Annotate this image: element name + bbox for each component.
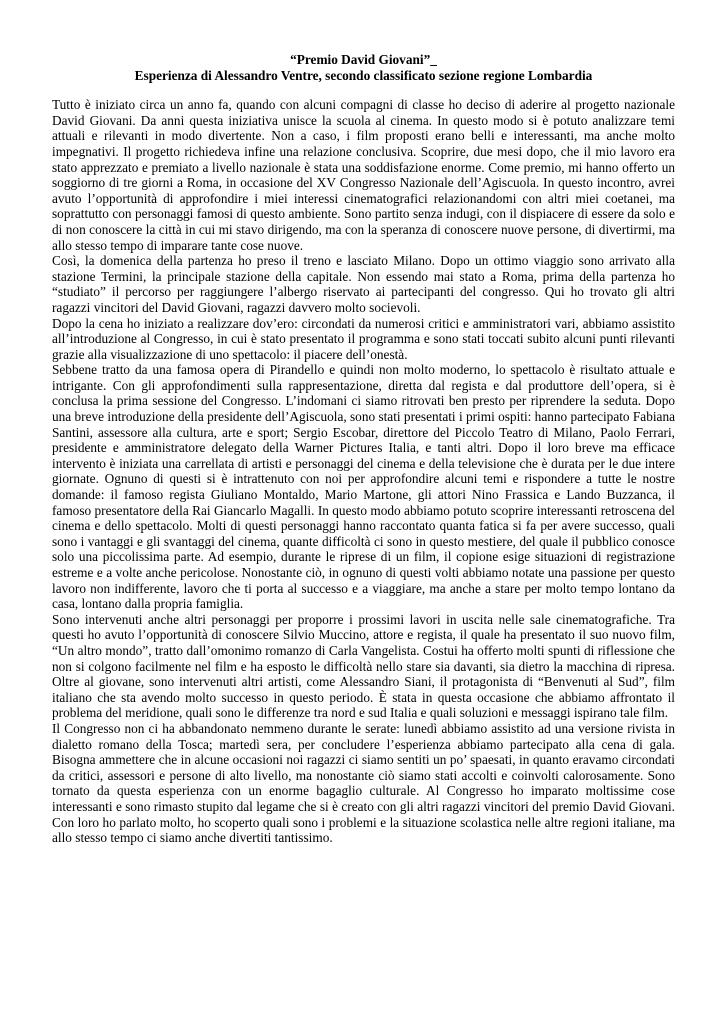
paragraph-1: Tutto è iniziato circa un anno fa, quando con alcuni compagni di classe ho deciso di aderire al progetto nazionale David Giovani. Da anni questa iniziativa unisce la scuola al cinema. In questo modo si è potuto analizzare temi attuali e rilevanti in modo divertente. Non a caso, i film proposti erano belli e interessanti, ma anche molto impegnativi. Il progetto richiedeva infine una relazione conclusiva. Scoprire, due mesi dopo, che il mio lavoro era stato apprezzato e premiato a livello nazionale è stata una soddisfazione enorme. Come premio, mi hanno offerto un soggiorno di tre giorni a Roma, in occasione del XV Congresso Nazionale dell’Agiscuola. In questo incontro, avrei avuto l’opportunità di approfondire i miei interessi cinematografici relazionandomi con altri miei coetanei, ma soprattutto con personaggi famosi di questo ambiente. Sono partito senza indugi, con il dispiacere di essere da solo e di non conoscere la città in cui mi stavo dirigendo, ma con la speranza di conoscere nuove persone, di divertirmi, ma allo stesso tempo di imparare tante cose nuove. (52, 97, 675, 253)
paragraph-3: Dopo la cena ho iniziato a realizzare dov’ero: circondati da numerosi critici e amministratori vari, abbiamo assistito all’introduzione al Congresso, in cui è stato presentato il programma e sono stati toccati subito alcuni punti rilevanti grazie alla visualizzazione di uno spettacolo: il piacere dell’onestà. (52, 315, 675, 362)
document-subtitle: Esperienza di Alessandro Ventre, secondo classificato sezione regione Lombardia (134, 67, 593, 83)
paragraph-4: Sebbene tratto da una famosa opera di Pirandello e quindi non molto moderno, lo spettacolo è risultato attuale e intrigante. Con gli approfondimenti sulla rappresentazione, diretta dal regista e dal produttore dell’opera, si è conclusa la prima sessione del Congresso. L’indomani ci siamo ritrovati ben presto per riprendere la seduta. Dopo una breve introduzione della presidente dell’Agiscuola, sono stati presentati i primi ospiti: hanno partecipato Fabiana Santini, assessore alla cultura, arte e sport; Sergio Escobar, direttore del Piccolo Teatro di Milano, Paolo Ferrari, presidente e amministratore delegato della Warner Pictures Italia, e tanti altri. Dopo il loro breve ma efficace intervento è iniziata una carrellata di artisti e personaggi del cinema e della televisione che è durata per le due intere giornate. Ognuno di questi si è intrattenuto con noi per approfondire alcuni temi e rispondere a tutte le nostre domande: il famoso regista Giuliano Montaldo, Mario Martone, gli attori Nino Frassica e Lando Buzzanca, il famoso presentatore della Rai Giancarlo Magalli. In questo modo abbiamo potuto scoprire interessanti retroscena del cinema e dello spettacolo. Molti di questi personaggi hanno raccontato quanta fatica si fa per avere successo, quali sono i vantaggi e gli svantaggi del cinema, quante difficoltà ci sono in questo mestiere, del quale il pubblico conosce solo una piccolissima parte. Ad esempio, durante le riprese di un film, il copione esige situazioni di registrazione estreme e a volte anche pericolose. Nonostante ciò, in ognuno di questi volti abbiamo notate una passione per questo lavoro non indifferente, lavoro che ti porta al successo e a viaggiare, ma anche a stare per molto tempo lontano da casa, lontano dalla propria famiglia. (52, 362, 675, 612)
document-page (52, 52, 675, 846)
document-header (52, 52, 675, 83)
paragraph-6: Il Congresso non ci ha abbandonato nemmeno durante le serate: lunedì abbiamo assistito ad una versione rivista in dialetto romano della Tosca; martedì sera, per concludere l’esperienza abbiamo partecipato alla cena di gala. Bisogna ammettere che in alcune occasioni noi ragazzi ci siamo sentiti un po’ spaesati, in quanto eravamo circondati da critici, assessori e persone di alto livello, ma nonostante ciò siamo stati accolti e coinvolti calorosamente. Sono tornato da questa esperienza con un enorme bagaglio culturale. Al Congresso ho imparato moltissime cose interessanti e sono rimasto stupito dal legame che si è creato con gli altri ragazzi vincitori del premio David Giovani. Con loro ho parlato molto, ho scoperto quali sono i problemi e la situazione scolastica nelle altre regioni italiane, ma allo stesso tempo ci siamo anche divertiti tantissimo. (52, 720, 675, 846)
paragraph-2: Così, la domenica della partenza ho preso il treno e lasciato Milano. Dopo un ottimo viaggio sono arrivato alla stazione Termini, la principale stazione della capitale. Non essendo mai stato a Roma, prima della partenza ho “studiato” il percorso per raggiungere l’albergo riservato ai partecipanti del congresso. Qui ho trovato gli altri ragazzi vincitori del David Giovani, ragazzi davvero molto socievoli. (52, 253, 675, 315)
paragraph-5: Sono intervenuti anche altri personaggi per proporre i prossimi lavori in uscita nelle sale cinematografiche. Tra questi ho avuto l’opportunità di conoscere Silvio Muccino, attore e regista, il quale ha presentato il suo nuovo film, “Un altro mondo”, tratto dall’omonimo romanzo di Carla Vangelista. Costui ha offerto molti spunti di riflessione che non si colgono facilmente nel film e ha esposto le difficoltà nello stare sia davanti, sia dietro la macchina di ripresa. Oltre al giovane, sono intervenuti altri artisti, come Alessandro Siani, il protagonista di “Benvenuti al Sud”, film italiano che sta avendo molto successo in questo periodo. È stata in questa occasione che abbiamo affrontato il problema del meridione, quali sono le differenze tra nord e sud Italia e quali soluzioni e messaggi ispirano tale film. (52, 611, 675, 721)
document-title: “Premio David Giovani”_ (290, 52, 437, 67)
document-body (52, 97, 675, 846)
